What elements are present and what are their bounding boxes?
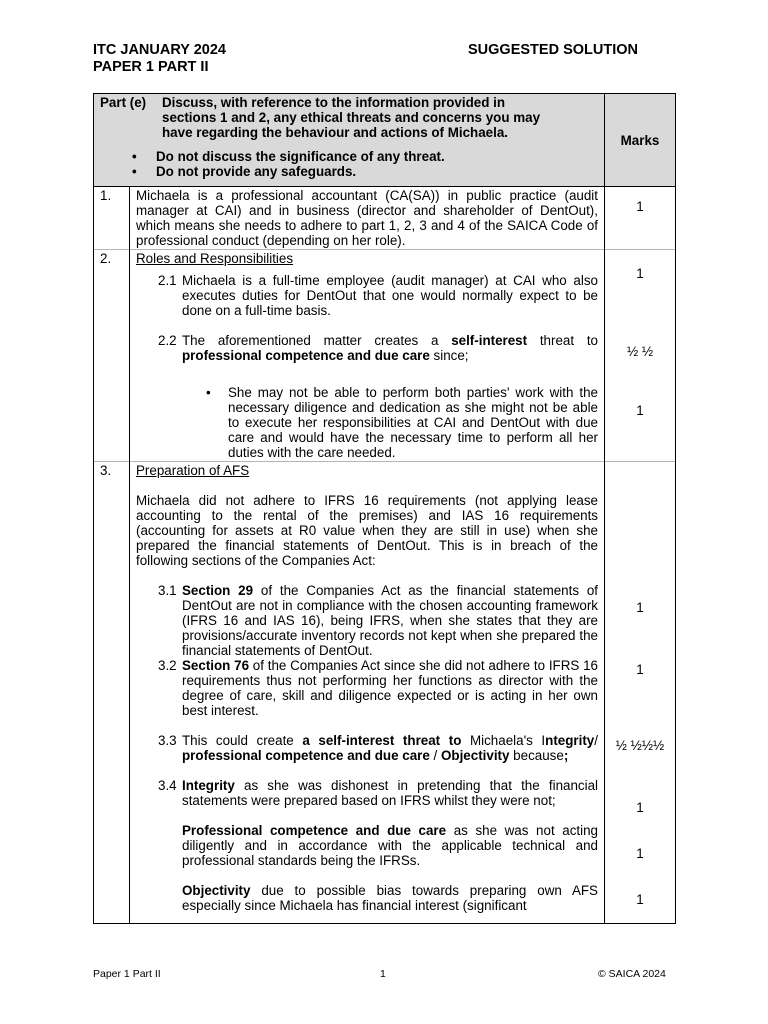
- mark-value: ½ ½½½: [615, 738, 665, 753]
- solution-label: SUGGESTED SOLUTION: [468, 42, 638, 58]
- list-item: 3.4 Integrity as she was dishonest in pretending that the financial statements were prepared based on IFRS whilst they were not;: [158, 778, 598, 808]
- row-number: 3.: [94, 462, 130, 924]
- table-row: [94, 462, 676, 924]
- exam-title: ITC JANUARY 2024: [93, 42, 226, 58]
- mark-value: 1: [636, 800, 644, 815]
- mark-value: 1: [636, 846, 644, 861]
- instruction-bullet: • Do not provide any safeguards.: [120, 164, 604, 179]
- paragraph: Objectivity due to possible bias towards preparing own AFS especially since Michaela has financial interest (significant: [182, 883, 598, 913]
- question-header-row: [94, 94, 676, 187]
- paper-title: PAPER 1 PART II: [93, 59, 209, 75]
- mark-value: 1: [636, 892, 644, 907]
- question-part: Part (e): [100, 95, 147, 110]
- row-number: 1.: [94, 187, 130, 250]
- paragraph: Michaela did not adhere to IFRS 16 requirements (not applying lease accounting to the rental of the premises) and IAS 16 requirements (accounting for assets at R0 value when they are still in use) when she prepared the financial statements of DentOut. This is in breach of the following sections of the Companies Act:: [136, 493, 598, 568]
- mark-value: 1: [636, 199, 644, 214]
- row-text: Michaela is a professional accountant (CA(SA)) in public practice (audit manager at CAI) and in business (director and shareholder of DentOut), which means she needs to adhere to part 1, 2, 3 and 4 of the SAICA Code of professional conduct (depending on her role).: [130, 187, 605, 250]
- mark-value: 1: [636, 266, 644, 281]
- mark-value: 1: [636, 662, 644, 677]
- list-item: 3.2 Section 76 of the Companies Act since she did not adhere to IFRS 16 requirements thus not performing her functions as director with the degree of care, skill and diligence expected or is acting in her own best interest.: [158, 658, 598, 718]
- paragraph: Professional competence and due care as she was not acting diligently and in accordance with the applicable technical and professional standards being the IFRSs.: [182, 823, 598, 868]
- footer-left: Paper 1 Part II: [93, 968, 161, 980]
- copyright: © SAICA 2024: [598, 968, 666, 980]
- instruction-bullet: • Do not discuss the significance of any threat.: [120, 149, 604, 164]
- list-item: 3.1 Section 29 of the Companies Act as the financial statements of DentOut are not in compliance with the chosen accounting framework (IFRS 16 and IAS 16), being IFRS, when she states that they are provisions/accurate inventory records not kept when she prepared the financial statements of DentOut.: [158, 583, 599, 658]
- mark-value: 1: [636, 600, 644, 615]
- table-row: [94, 250, 676, 462]
- list-item: 3.3 This could create a self-interest threat to Michaela's Integrity/ professional competence and due care / Objectivity because;: [158, 733, 598, 763]
- question-text: Discuss, with reference to the information provided in sections 1 and 2, any ethical threats and concerns you may have regarding the behaviour and actions of Michaela.: [162, 95, 541, 140]
- list-item: 2.2 The aforementioned matter creates a self-interest threat to professional competence and due care since;: [158, 333, 598, 363]
- section-heading: Roles and Responsibilities: [136, 251, 294, 266]
- solution-table: [93, 93, 676, 924]
- row-number: 2.: [94, 250, 130, 462]
- mark-value: 1: [636, 403, 644, 418]
- page-number: 1: [380, 968, 386, 980]
- list-item: • She may not be able to perform both parties' work with the necessary diligence and dedication as she might not be able to execute her responsibilities at CAI and DentOut with due care and would have the necessary time to perform all her duties with the care needed.: [136, 385, 598, 460]
- marks-header: Marks: [605, 94, 676, 187]
- mark-value: ½ ½: [626, 344, 654, 359]
- section-heading: Preparation of AFS: [136, 463, 250, 478]
- document-header-left: [93, 42, 226, 76]
- table-row: [94, 187, 676, 250]
- list-item: 2.1 Michaela is a full-time employee (audit manager) at CAI who also executes duties for DentOut that one would normally expect to be done on a full-time basis.: [158, 273, 598, 318]
